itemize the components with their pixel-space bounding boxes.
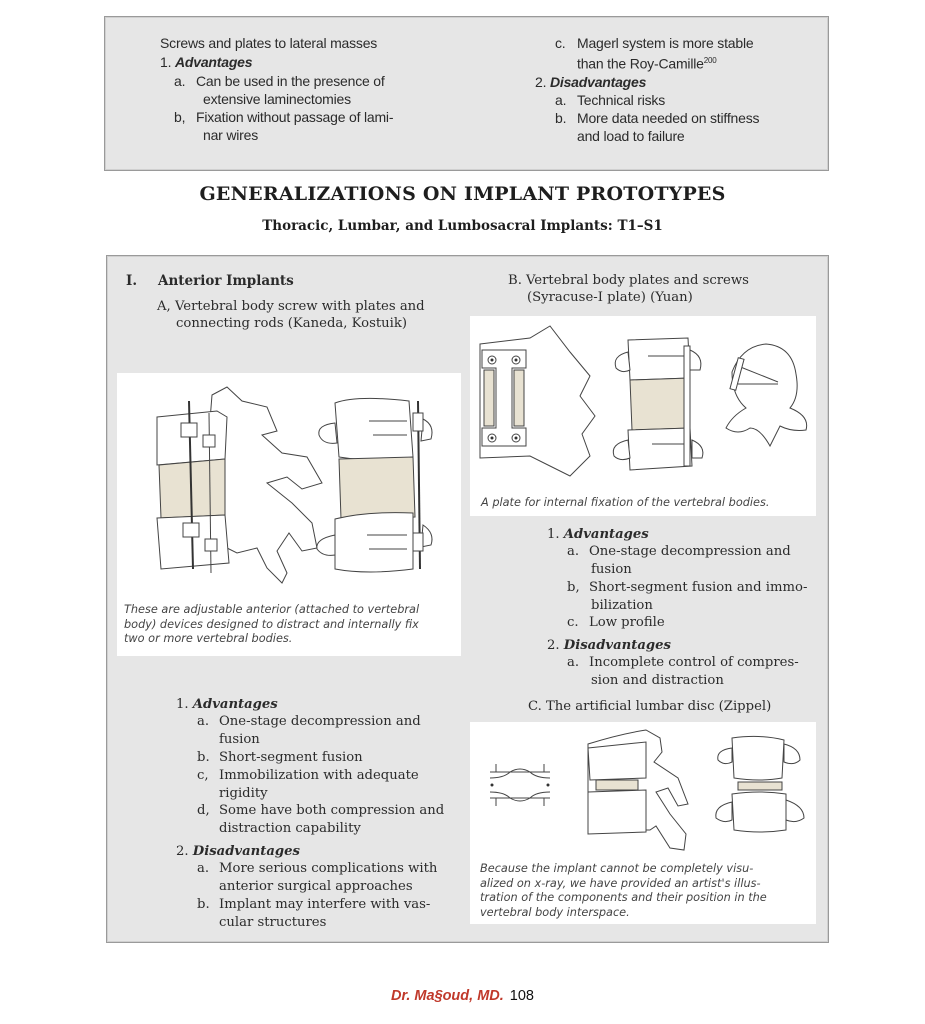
b-disadvantage-a: a. Incomplete control of compres- bbox=[567, 655, 799, 670]
b-disadvantages-heading: 2. Disadvantages bbox=[547, 638, 671, 653]
syracuse-plate-lateral-view bbox=[480, 326, 595, 476]
top-advantage-a: a. Can be used in the presence of bbox=[174, 73, 385, 89]
b-advantages-heading: 1. Advantages bbox=[547, 527, 649, 542]
page-subtitle: Thoracic, Lumbar, and Lumbosacral Implants: T1–S1 bbox=[262, 218, 663, 234]
a-disadvantage-a: a. More serious complications with bbox=[197, 861, 438, 876]
artificial-disc-lateral-view bbox=[588, 730, 688, 850]
a-advantages-heading: 1. Advantages bbox=[176, 697, 278, 712]
kaneda-ap-view bbox=[317, 398, 432, 572]
reference-superscript: 200 bbox=[703, 56, 717, 65]
figure-c-caption: Because the implant cannot be completely visu- alized on x-ray, we have provided an artist's illus- tration of the components and their position in the vertebral body interspace. bbox=[480, 862, 767, 919]
a-disadvantage-b: b. Implant may interfere with vas- bbox=[197, 897, 431, 912]
subsection-b-heading-cont: (Syracuse-I plate) (Yuan) bbox=[527, 290, 693, 305]
top-advantage-a-cont: extensive laminectomies bbox=[203, 91, 351, 107]
top-advantage-c: c. Magerl system is more stable bbox=[555, 35, 754, 51]
b-advantage-a: a. One-stage decompression and bbox=[567, 544, 791, 559]
top-advantage-b: b, Fixation without passage of lami- bbox=[174, 109, 394, 125]
a-disadvantage-a-cont: anterior surgical approaches bbox=[219, 879, 413, 894]
section-heading: I. Anterior Implants bbox=[126, 273, 294, 289]
top-advantages-heading: 1. Advantages bbox=[160, 54, 253, 70]
b-advantage-a-cont: fusion bbox=[591, 562, 632, 577]
page-title: GENERALIZATIONS ON IMPLANT PROTOTYPES bbox=[199, 183, 726, 205]
a-advantage-a: a. One-stage decompression and bbox=[197, 714, 421, 729]
figure-c-illustration bbox=[470, 722, 816, 857]
top-disadvantages-heading: 2. Disadvantages bbox=[535, 74, 647, 90]
syracuse-plate-ap-view bbox=[613, 338, 703, 470]
a-advantage-d: d, Some have both compression and bbox=[197, 803, 445, 818]
lateral-masses-title: Screws and plates to lateral masses bbox=[160, 35, 378, 51]
b-advantage-b: b, Short-segment fusion and immo- bbox=[567, 580, 808, 595]
figure-b-illustration bbox=[470, 316, 816, 486]
subsection-a-heading: A, Vertebral body screw with plates and bbox=[157, 299, 425, 314]
page-number: 108 bbox=[509, 988, 534, 1004]
figure-a-caption: These are adjustable anterior (attached to vertebral body) devices designed to distract and internally fix two or more vertebral bodies. bbox=[124, 603, 420, 645]
footer-author: Dr. Ma§oud, MD. bbox=[391, 988, 504, 1004]
top-disadvantage-b-cont: and load to failure bbox=[577, 128, 685, 144]
a-advantage-b: b. Short-segment fusion bbox=[197, 750, 363, 765]
page-footer bbox=[0, 988, 925, 1004]
top-advantage-c-cont: than the Roy-Camille$^{200}$ bbox=[577, 55, 717, 72]
subsection-a-heading-cont: connecting rods (Kaneda, Kostuik) bbox=[176, 316, 407, 331]
a-disadvantages-heading: 2. Disadvantages bbox=[176, 844, 300, 859]
syracuse-plate-axial-view bbox=[726, 344, 807, 446]
artificial-disc-ap-view bbox=[716, 736, 804, 832]
kaneda-lateral-view bbox=[157, 387, 322, 583]
a-disadvantage-b-cont: cular structures bbox=[219, 915, 327, 930]
figure-b-caption: A plate for internal fixation of the vertebral bodies. bbox=[481, 496, 770, 509]
top-advantage-b-cont: nar wires bbox=[203, 127, 258, 143]
b-advantage-b-cont: bilization bbox=[591, 598, 653, 613]
a-advantage-c: c, Immobilization with adequate bbox=[197, 768, 419, 783]
top-disadvantage-b: b. More data needed on stiffness bbox=[555, 110, 760, 126]
figure-a-illustration bbox=[117, 373, 461, 593]
b-advantage-c: c. Low profile bbox=[567, 615, 665, 630]
subsection-c-heading: C. The artificial lumbar disc (Zippel) bbox=[528, 699, 772, 714]
top-disadvantage-a: a. Technical risks bbox=[555, 92, 666, 108]
a-advantage-a-cont: fusion bbox=[219, 732, 260, 747]
a-advantage-d-cont: distraction capability bbox=[219, 821, 361, 836]
artificial-disc-component bbox=[490, 764, 550, 806]
a-advantage-c-cont: rigidity bbox=[219, 786, 268, 801]
b-disadvantage-a-cont: sion and distraction bbox=[591, 673, 724, 688]
subsection-b-heading: B. Vertebral body plates and screws bbox=[508, 273, 749, 288]
